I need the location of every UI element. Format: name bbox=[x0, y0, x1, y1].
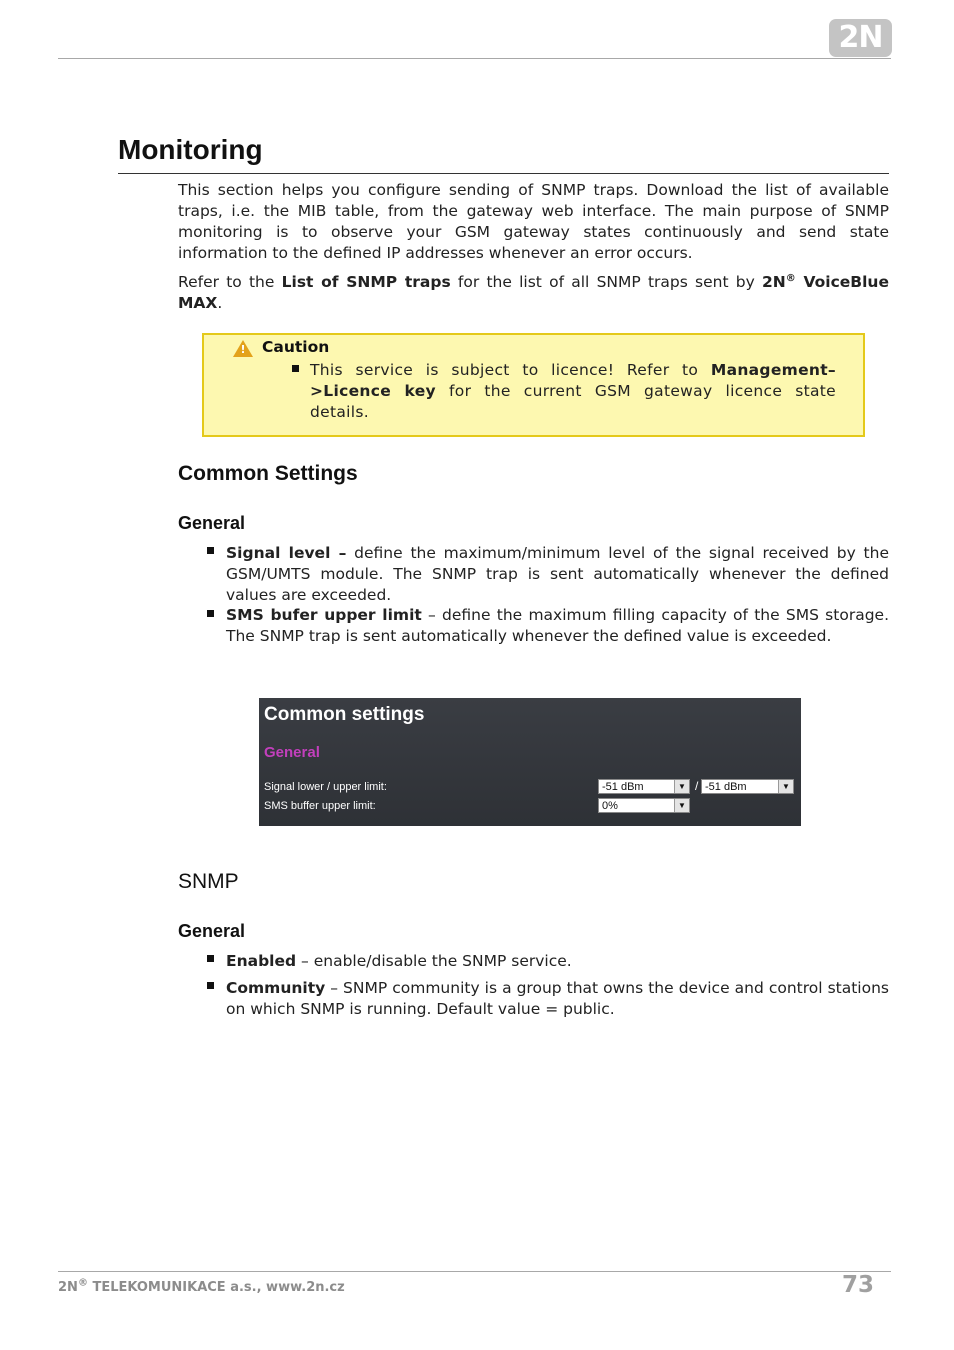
sms-buffer-label: SMS buffer upper limit: bbox=[264, 800, 376, 812]
refer-end: . bbox=[217, 294, 223, 312]
snmp-heading: SNMP bbox=[178, 870, 239, 893]
term-enabled: Enabled bbox=[226, 952, 297, 970]
title-rule bbox=[118, 173, 889, 174]
signal-lower-select[interactable] bbox=[598, 779, 690, 794]
page-title: Monitoring bbox=[118, 134, 263, 165]
list-item-signal-level bbox=[226, 543, 889, 606]
brand-logo: 2N bbox=[829, 19, 892, 57]
caution-title: Caution bbox=[262, 338, 330, 356]
footer-company bbox=[58, 1277, 345, 1295]
footer-company-text: TELEKOMUNIKACE a.s., www.2n.cz bbox=[87, 1280, 345, 1295]
registered-mark: ® bbox=[785, 272, 796, 284]
footer-brand: 2N bbox=[58, 1280, 78, 1295]
desc-sms-buffer: – define the maximum filling capacity of the SMS storage. The SNMP trap is sent automatically whenever the defined value is exceeded. bbox=[226, 606, 889, 645]
sms-buffer-select[interactable] bbox=[598, 798, 690, 813]
panel-subtitle: General bbox=[264, 744, 320, 761]
warning-icon: ! bbox=[233, 340, 253, 357]
signal-upper-value: -51 dBm bbox=[705, 781, 747, 793]
term-sms-buffer: SMS bufer upper limit bbox=[226, 606, 422, 624]
intro-paragraph: This section helps you configure sending of SNMP traps. Download the list of available traps, i.e. the MIB table, from the gateway web interface. The main purpose of SNMP monitoring is to observe your GSM gateway states continuously and send state information to the defined IP addresses whenever an error occurs. bbox=[178, 181, 889, 262]
desc-signal-level: define the maximum/minimum level of the signal received by the GSM/UMTS module. The SNMP trap is sent automatically whenever the defined values are exceeded. bbox=[226, 544, 889, 604]
footer-registered-mark: ® bbox=[77, 1277, 88, 1289]
snmp-general-heading: General bbox=[178, 921, 246, 941]
common-general-heading: General bbox=[178, 513, 246, 533]
brand-name: 2N bbox=[762, 273, 786, 291]
list-item-sms-buffer bbox=[226, 605, 889, 647]
refer-middle: for the list of all SNMP traps sent by bbox=[450, 273, 763, 291]
list-item-community bbox=[226, 978, 889, 1020]
signal-limit-label: Signal lower / upper limit: bbox=[264, 781, 387, 793]
chevron-down-icon[interactable]: ▼ bbox=[778, 780, 793, 793]
common-settings-panel bbox=[259, 698, 801, 826]
panel-title: Common settings bbox=[264, 704, 425, 725]
term-community: Community bbox=[226, 979, 326, 997]
header-rule bbox=[58, 58, 891, 59]
signal-separator: / bbox=[695, 779, 699, 793]
chevron-down-icon[interactable]: ▼ bbox=[674, 780, 689, 793]
bullet-icon bbox=[207, 955, 214, 962]
licence-key-path: Management–>Licence key bbox=[310, 361, 836, 400]
footer-rule bbox=[58, 1271, 891, 1272]
refer-prefix: Refer to the bbox=[178, 273, 282, 291]
page-number: 73 bbox=[842, 1272, 875, 1298]
signal-lower-value: -51 dBm bbox=[602, 781, 644, 793]
caution-text-suffix: for the current GSM gateway licence state details. bbox=[310, 382, 836, 421]
sms-buffer-value: 0% bbox=[602, 800, 618, 812]
caution-box bbox=[202, 333, 865, 437]
snmp-traps-link[interactable]: List of SNMP traps bbox=[281, 273, 451, 291]
bullet-icon bbox=[207, 610, 214, 617]
refer-paragraph bbox=[178, 272, 889, 314]
bullet-icon bbox=[207, 982, 214, 989]
chevron-down-icon[interactable]: ▼ bbox=[674, 799, 689, 812]
caution-text-prefix: This service is subject to licence! Refer to bbox=[310, 361, 711, 379]
common-settings-heading: Common Settings bbox=[178, 462, 358, 485]
bullet-icon bbox=[292, 365, 299, 372]
caution-text bbox=[310, 360, 836, 423]
signal-upper-select[interactable] bbox=[701, 779, 794, 794]
product-name: VoiceBlue MAX bbox=[178, 273, 889, 312]
desc-enabled: – enable/disable the SNMP service. bbox=[296, 952, 572, 970]
term-signal-level: Signal level – bbox=[226, 544, 347, 562]
bullet-icon bbox=[207, 547, 214, 554]
desc-community: – SNMP community is a group that owns the device and control stations on which SNMP is running. Default value = public. bbox=[226, 979, 889, 1018]
list-item-enabled bbox=[226, 951, 889, 972]
